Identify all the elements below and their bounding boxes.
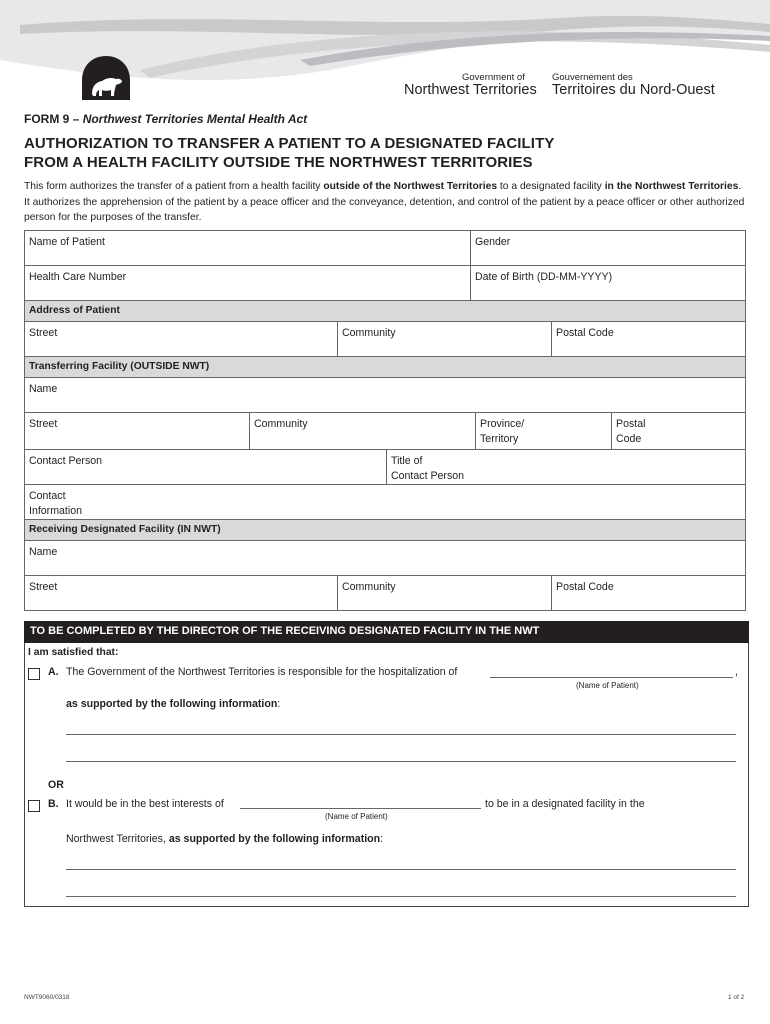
contact-information-field[interactable] <box>24 484 746 520</box>
transferring-street-field[interactable] <box>24 412 250 450</box>
date-of-birth-field[interactable] <box>470 265 746 301</box>
option-b-checkbox[interactable] <box>28 800 40 812</box>
option-b-supported-text: as supported by the following information <box>168 833 381 845</box>
contact-title-field[interactable] <box>386 449 746 485</box>
option-a-comma: , <box>735 666 738 678</box>
option-a-checkbox[interactable] <box>28 668 40 680</box>
option-b-name-caption: (Name of Patient) <box>325 812 388 821</box>
option-b-patient-line[interactable] <box>240 808 481 809</box>
intro-bold-1: outside of the Northwest Territories <box>323 181 498 192</box>
form-title <box>24 134 554 172</box>
address-section-header: Address of Patient <box>24 300 746 322</box>
option-b-text-2: to be in a designated facility in the <box>485 798 645 810</box>
patient-postal-label: Postal Code <box>556 327 614 339</box>
receiving-section-header: Receiving Designated Facility (IN NWT) <box>24 519 746 541</box>
option-b-colon: : <box>380 833 384 845</box>
option-b-supported <box>66 833 383 845</box>
province-label-2: Territory <box>480 433 519 445</box>
patient-postal-field[interactable] <box>551 321 746 357</box>
hcn-label: Health Care Number <box>29 271 127 283</box>
receiving-street-field[interactable] <box>24 575 338 611</box>
receiving-community-field[interactable] <box>337 575 552 611</box>
receiving-community-label: Community <box>342 581 396 593</box>
page-number: 1 of 2 <box>728 994 745 1001</box>
option-b-nwt: Northwest Territories, <box>66 833 169 845</box>
transferring-postal-field[interactable] <box>611 412 746 450</box>
intro-paragraph <box>24 179 748 226</box>
satisfied-label: I am satisfied that: <box>28 647 119 658</box>
intro-text-2: to a designated facility <box>497 181 605 192</box>
contact-person-label: Contact Person <box>29 455 103 467</box>
option-a-colon: : <box>277 698 281 710</box>
patient-name-field[interactable] <box>24 230 471 266</box>
receiving-name-field[interactable] <box>24 540 746 576</box>
receiving-street-label: Street <box>29 581 58 593</box>
option-a-info-line-1[interactable] <box>66 734 736 735</box>
option-a-supported <box>66 698 280 710</box>
option-b-letter: B. <box>48 798 59 810</box>
title-line-2: FROM A HEALTH FACILITY OUTSIDE THE NORTHWEST TERRITORIES <box>24 154 533 171</box>
transferring-postal-label-2: Code <box>616 433 642 445</box>
transferring-community-field[interactable] <box>249 412 476 450</box>
receiving-postal-label: Postal Code <box>556 581 614 593</box>
gov-fr-small: Gouvernement des <box>552 72 633 83</box>
contact-info-label-2: Information <box>29 505 82 517</box>
contact-info-label-1: Contact <box>29 490 66 502</box>
option-b-text: It would be in the best interests of <box>66 798 224 810</box>
transferring-street-label: Street <box>29 418 58 430</box>
gnwt-logo-icon <box>78 54 134 102</box>
option-b-info-line-1[interactable] <box>66 869 736 870</box>
receiving-postal-field[interactable] <box>551 575 746 611</box>
intro-bold-2: in the Northwest Territories <box>604 181 739 192</box>
contact-person-field[interactable] <box>24 449 387 485</box>
option-a-info-line-2[interactable] <box>66 761 736 762</box>
transferring-postal-label-1: Postal <box>616 418 646 430</box>
act-name: Northwest Territories Mental Health Act <box>82 112 308 126</box>
health-care-number-field[interactable] <box>24 265 471 301</box>
title-line-1: AUTHORIZATION TO TRANSFER A PATIENT TO A DESIGNATED FACILITY <box>24 135 555 152</box>
option-a-name-caption: (Name of Patient) <box>576 681 639 690</box>
director-section <box>24 621 749 907</box>
patient-street-field[interactable] <box>24 321 338 357</box>
intro-text-3: . It authorizes the apprehension of the patient by a peace officer and the conveyance, detention, and control of the patient by a peace officer or other authorized person for the purposes of the transfer. <box>24 181 745 223</box>
transferring-name-label: Name <box>29 383 58 395</box>
option-a-supported-text: as supported by the following information <box>66 698 278 710</box>
patient-community-label: Community <box>342 327 396 339</box>
gov-en-big: Northwest Territories <box>404 82 537 98</box>
option-a-patient-line[interactable] <box>490 677 733 678</box>
gov-fr-big: Territoires du Nord-Ouest <box>552 82 715 98</box>
patient-street-label: Street <box>29 327 58 339</box>
dob-label: Date of Birth (DD-MM-YYYY) <box>475 271 613 283</box>
province-territory-field[interactable] <box>475 412 612 450</box>
form-number-label: FORM 9 – <box>24 112 80 126</box>
title-label-2: Contact Person <box>391 470 465 482</box>
or-label: OR <box>48 779 64 791</box>
transferring-name-field[interactable] <box>24 377 746 413</box>
gender-label: Gender <box>475 236 511 248</box>
option-a-letter: A. <box>48 666 59 678</box>
gov-en-small: Government of <box>462 72 525 83</box>
receiving-name-label: Name <box>29 546 58 558</box>
transferring-community-label: Community <box>254 418 308 430</box>
intro-text-1: This form authorizes the transfer of a patient from a health facility <box>24 181 324 192</box>
patient-name-label: Name of Patient <box>29 236 105 248</box>
patient-community-field[interactable] <box>337 321 552 357</box>
form-code: NWT9060/0318 <box>24 994 70 1001</box>
title-label-1: Title of <box>391 455 423 467</box>
option-a-text: The Government of the Northwest Territories is responsible for the hospitalization of <box>66 666 458 678</box>
form-number <box>24 112 307 126</box>
option-b-info-line-2[interactable] <box>66 896 736 897</box>
transferring-section-header: Transferring Facility (OUTSIDE NWT) <box>24 356 746 378</box>
director-banner: TO BE COMPLETED BY THE DIRECTOR OF THE RECEIVING DESIGNATED FACILITY IN THE NWT <box>24 621 749 643</box>
gender-field[interactable] <box>470 230 746 266</box>
province-label-1: Province/ <box>480 418 525 430</box>
